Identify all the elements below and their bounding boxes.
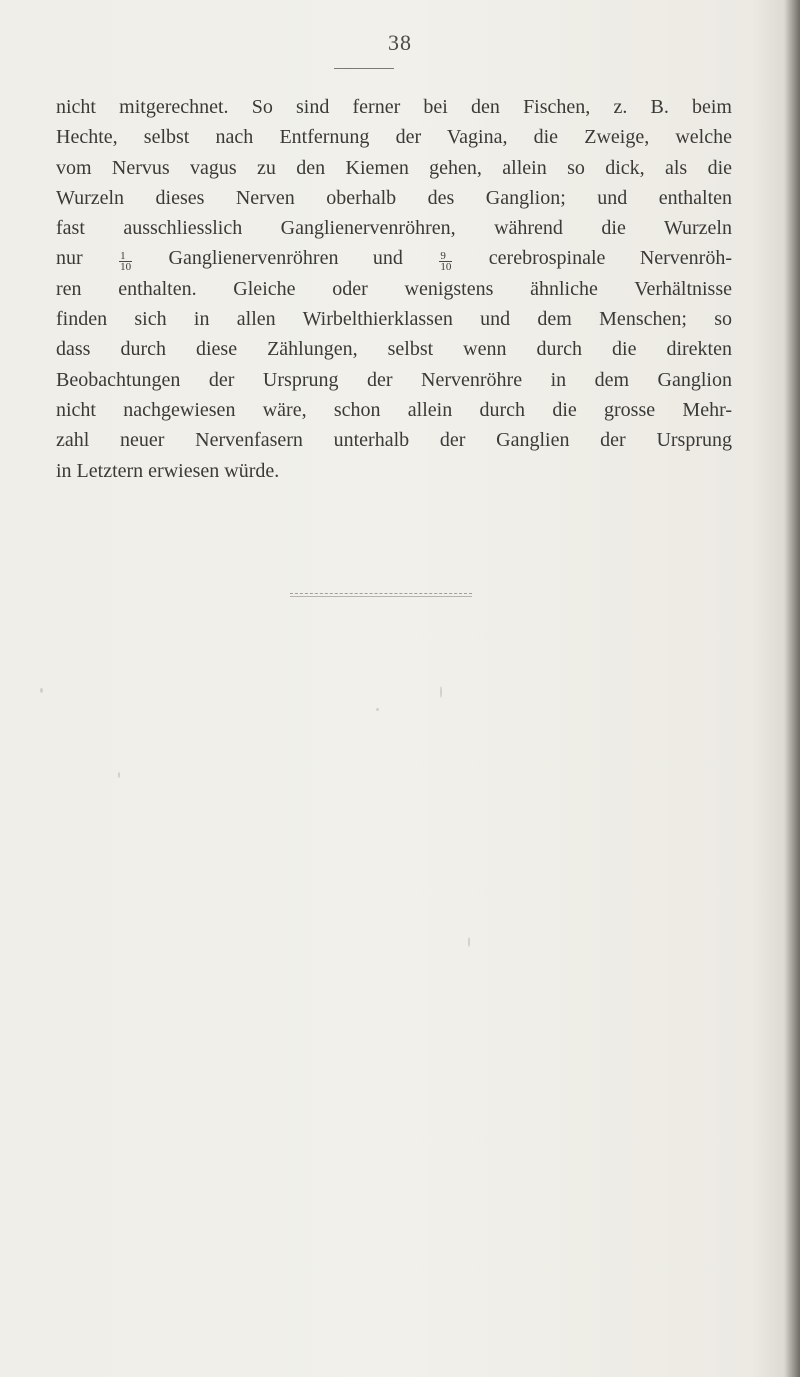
- text-line: Hechte, selbst nach Entfernung der Vagina, die Zweige, welche: [56, 126, 732, 149]
- page-number: 38: [388, 30, 412, 55]
- fraction-nine-tenths: [439, 251, 452, 272]
- section-end-rule: [290, 593, 472, 597]
- text-line-last: in Letztern erwiesen würde.: [56, 459, 280, 482]
- text-line: dass durch diese Zählungen, selbst wenn durch die direkten: [56, 338, 732, 361]
- line-middle: Ganglienervenröhren und: [168, 247, 403, 270]
- fraction-numerator: 1: [119, 251, 132, 262]
- paper-speck: [118, 772, 120, 778]
- paper-speck: [376, 708, 379, 711]
- body-paragraph: [56, 92, 732, 486]
- fraction-one-tenth: [119, 251, 132, 272]
- text-line: zahl neuer Nervenfasern unterhalb der Ganglien der Ursprung: [56, 429, 732, 452]
- fraction-denominator: 10: [440, 261, 452, 274]
- text-line-with-fractions: [56, 243, 732, 273]
- text-line: Wurzeln dieses Nerven oberhalb des Ganglion; und enthalten: [56, 186, 732, 209]
- fraction-numerator: 9: [439, 251, 452, 262]
- fraction-denominator: 10: [120, 261, 132, 274]
- text-line: finden sich in allen Wirbelthierklassen und dem Menschen; so: [56, 308, 732, 331]
- line-suffix: cerebrospinale Nervenröh-: [488, 247, 732, 270]
- text-line: Beobachtungen der Ursprung der Nervenröhre in dem Ganglion: [56, 368, 732, 391]
- paper-speck: [40, 688, 43, 693]
- paper-speck: [440, 686, 442, 698]
- text-line: ren enthalten. Gleiche oder wenigstens ähnliche Verhältnisse: [56, 277, 732, 300]
- line-prefix: nur: [56, 247, 83, 270]
- text-line: nicht mitgerechnet. So sind ferner bei den Fischen, z. B. beim: [56, 96, 732, 118]
- header-rule: [334, 68, 394, 69]
- text-line: fast ausschliesslich Ganglienervenröhren, während die Wurzeln: [56, 217, 732, 240]
- paper-speck: [468, 937, 470, 947]
- text-line: vom Nervus vagus zu den Kiemen gehen, allein so dick, als die: [56, 156, 732, 179]
- text-line: nicht nachgewiesen wäre, schon allein durch die grosse Mehr-: [56, 398, 732, 421]
